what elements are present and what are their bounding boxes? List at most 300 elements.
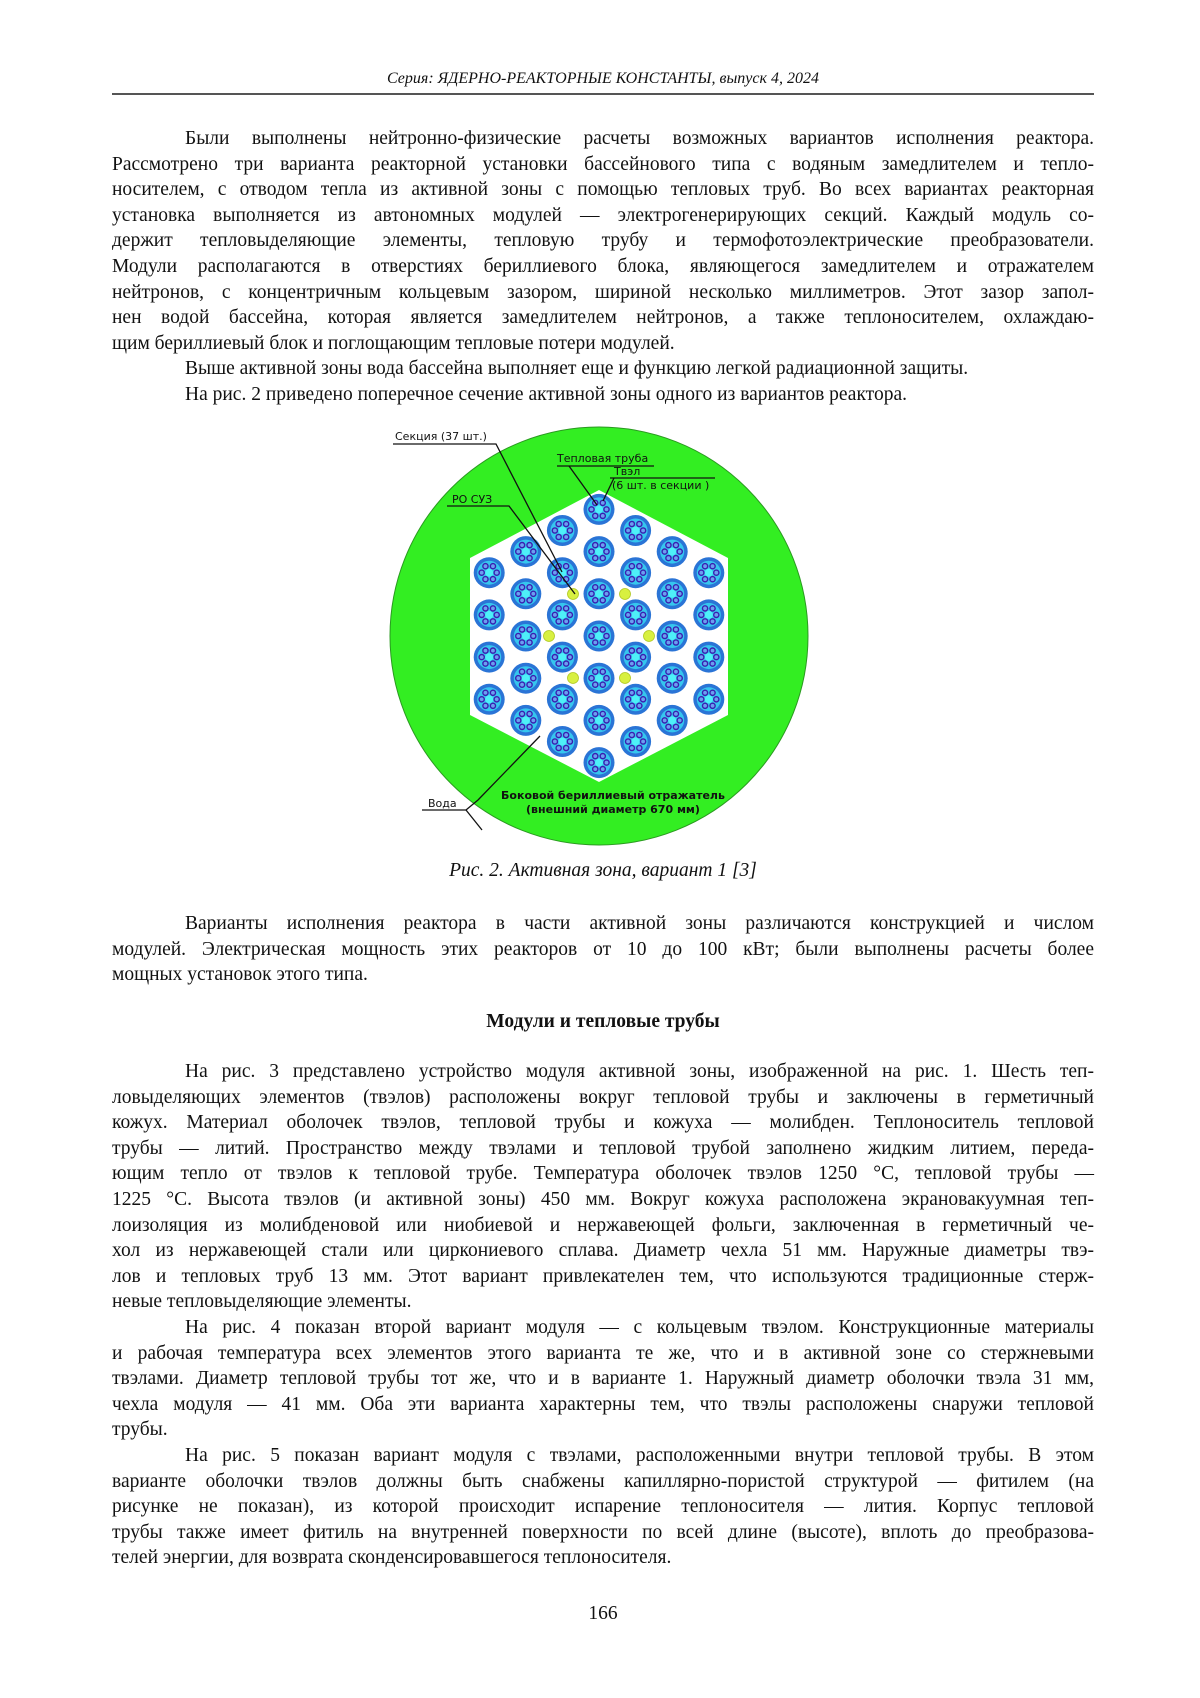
fuel-rod <box>552 697 557 702</box>
fuel-module <box>584 705 615 736</box>
fuel-rod <box>527 585 532 590</box>
fuel-rod <box>593 711 598 716</box>
fuel-rod <box>527 724 532 729</box>
fuel-rod <box>593 640 598 645</box>
fuel-rod <box>666 598 671 603</box>
text-line: трубы. <box>112 1417 1094 1443</box>
fuel-rod <box>673 555 678 560</box>
heat-pipe <box>632 611 640 619</box>
heat-pipe <box>522 590 530 598</box>
fuel-rod <box>677 633 682 638</box>
fuel-rod <box>567 612 572 617</box>
fuel-rod <box>531 591 536 596</box>
heat-pipe <box>668 674 676 682</box>
fuel-module <box>474 599 505 630</box>
label-water: Вода <box>428 797 457 810</box>
fuel-rod <box>494 570 499 575</box>
fuel-rod <box>556 577 561 582</box>
fuel-rod <box>552 570 557 575</box>
control-rod <box>620 589 631 600</box>
fuel-module <box>620 684 651 715</box>
fuel-rod <box>710 690 715 695</box>
fuel-rod <box>564 745 569 750</box>
fuel-rod <box>490 648 495 653</box>
fuel-rod <box>710 648 715 653</box>
fuel-rod <box>702 690 707 695</box>
heat-pipe <box>485 611 493 619</box>
fuel-rod <box>677 549 682 554</box>
fuel-module <box>657 621 688 652</box>
fuel-rod <box>629 661 634 666</box>
heat-pipe <box>668 548 676 556</box>
text-line: модулей. Электрическая мощность этих реакторов от 10 до 100 кВт; были выполнены расчеты более <box>112 937 1094 963</box>
text-line: мощных установок этого типа. <box>112 962 1094 988</box>
text-line: Модули располагаются в отверстиях бериллиевого блока, являющегося замедлителем и отражателем <box>112 254 1094 280</box>
fuel-rod <box>519 640 524 645</box>
fuel-rod <box>556 606 561 611</box>
fuel-rod <box>702 619 707 624</box>
label-reflector: Боковой бериллиевый отражатель <box>501 789 725 802</box>
heat-pipe <box>558 695 566 703</box>
fuel-module <box>620 515 651 546</box>
fuel-rod <box>637 661 642 666</box>
fuel-rod <box>564 521 569 526</box>
fuel-rod <box>593 682 598 687</box>
text-line: щим бериллиевый блок и поглощающим тепловые потери модулей. <box>112 331 1094 357</box>
label-heat-pipe: Тепловая труба <box>556 452 648 465</box>
fuel-rod <box>626 612 631 617</box>
fuel-module <box>474 642 505 673</box>
control-rod <box>620 673 631 684</box>
heat-pipe <box>558 611 566 619</box>
fuel-rod <box>593 627 598 632</box>
fuel-rod <box>556 648 561 653</box>
fuel-rod <box>641 528 646 533</box>
fuel-rod <box>567 655 572 660</box>
text-line: Варианты исполнения реактора в части активной зоны различаются конструкцией и числом <box>112 911 1094 937</box>
fuel-rod <box>637 577 642 582</box>
fuel-rod <box>702 577 707 582</box>
heat-pipe <box>632 695 640 703</box>
fuel-rod <box>637 521 642 526</box>
fuel-rod <box>673 669 678 674</box>
fuel-rod <box>527 640 532 645</box>
heat-pipe <box>632 738 640 746</box>
fuel-rod <box>637 690 642 695</box>
text-line: Были выполнены нейтронно-физические расчеты возможных вариантов исполнения реактора. <box>112 126 1094 152</box>
fuel-rod <box>531 676 536 681</box>
fuel-rod <box>589 591 594 596</box>
fuel-rod <box>556 521 561 526</box>
text-line: На рис. 2 приведено поперечное сечение активной зоны одного из вариантов реактора. <box>112 382 1094 408</box>
fuel-rod <box>641 697 646 702</box>
heat-pipe <box>705 653 713 661</box>
fuel-rod <box>662 591 667 596</box>
fuel-rod <box>666 585 671 590</box>
fuel-rod <box>662 549 667 554</box>
fuel-rod <box>699 655 704 660</box>
fuel-rod <box>702 564 707 569</box>
text-line: носителем, с отводом тепла из активной зоны с помощью тепловых труб. Во всех вариантах реакторная <box>112 177 1094 203</box>
fuel-rod <box>519 585 524 590</box>
fuel-rod <box>593 724 598 729</box>
fuel-rod <box>552 739 557 744</box>
heat-pipe <box>595 632 603 640</box>
fuel-module <box>620 599 651 630</box>
fuel-rod <box>519 598 524 603</box>
fuel-module <box>693 599 724 630</box>
fuel-rod <box>637 703 642 708</box>
fuel-rod <box>710 564 715 569</box>
fuel-rod <box>527 711 532 716</box>
fuel-module <box>693 684 724 715</box>
fuel-rod <box>604 507 609 512</box>
fuel-rod <box>490 564 495 569</box>
fuel-module <box>547 684 578 715</box>
text-line: рисунке не показан), из которой происходит испарение теплоносителя — лития. Корпус тепловой <box>112 1494 1094 1520</box>
fuel-rod <box>710 619 715 624</box>
heat-pipe <box>705 695 713 703</box>
label-reflector-diameter: (внешний диаметр 670 мм) <box>526 803 700 816</box>
fuel-rod <box>604 591 609 596</box>
label-fuel-count: (6 шт. в секции ) <box>612 479 709 492</box>
heat-pipe <box>632 653 640 661</box>
fuel-rod <box>699 612 704 617</box>
fuel-module <box>657 536 688 567</box>
fuel-rod <box>673 682 678 687</box>
fuel-rod <box>629 745 634 750</box>
text-line: На рис. 3 представлено устройство модуля активной зоны, изображенной на рис. 1. Шесть теп- <box>112 1059 1094 1085</box>
fuel-module <box>584 663 615 694</box>
fuel-rod <box>626 528 631 533</box>
fuel-rod <box>600 513 605 518</box>
fuel-module <box>510 705 541 736</box>
fuel-rod <box>483 577 488 582</box>
fuel-module <box>510 578 541 609</box>
heat-pipe <box>558 527 566 535</box>
fuel-rod <box>593 543 598 548</box>
fuel-rod <box>531 549 536 554</box>
fuel-rod <box>490 577 495 582</box>
fuel-module <box>693 557 724 588</box>
fuel-rod <box>637 648 642 653</box>
fuel-module <box>657 578 688 609</box>
control-rod <box>544 631 555 642</box>
fuel-rod <box>490 619 495 624</box>
fuel-rod <box>527 627 532 632</box>
fuel-rod <box>600 598 605 603</box>
text-line: трубы также имеет фитиль на внутренней поверхности по всей длине (высоте), вплоть до преобразова- <box>112 1520 1094 1546</box>
fuel-rod <box>567 697 572 702</box>
text-line: 1225 °C. Высота твэлов (и активной зоны) 450 мм. Вокруг кожуха расположена экрановакуумная теп- <box>112 1187 1094 1213</box>
fuel-rod <box>483 661 488 666</box>
fuel-rod <box>666 669 671 674</box>
fuel-module <box>547 726 578 757</box>
heat-pipe <box>595 590 603 598</box>
text-line: Выше активной зоны вода бассейна выполняет еще и функцию легкой радиационной защиты. <box>112 356 1094 382</box>
text-line: установка выполняется из автономных модулей — электрогенерирующих секций. Каждый модуль со- <box>112 203 1094 229</box>
fuel-rod <box>556 690 561 695</box>
running-header: Серия: ЯДЕРНО-РЕАКТОРНЫЕ КОНСТАНТЫ, выпуск 4, 2024 <box>112 70 1094 88</box>
text-line: хол из нержавеющей стали или циркониевого сплава. Диаметр чехла 51 мм. Наружные диаметры твэ- <box>112 1238 1094 1264</box>
text-line: На рис. 4 показан второй вариант модуля — с кольцевым твэлом. Конструкционные материалы <box>112 1315 1094 1341</box>
heat-pipe <box>485 653 493 661</box>
fuel-rod <box>600 724 605 729</box>
fuel-rod <box>564 619 569 624</box>
fuel-rod <box>519 682 524 687</box>
fuel-module <box>657 705 688 736</box>
heat-pipe <box>668 716 676 724</box>
fuel-rod <box>552 528 557 533</box>
fuel-rod <box>662 633 667 638</box>
fuel-rod <box>641 612 646 617</box>
fuel-rod <box>490 703 495 708</box>
fuel-rod <box>593 555 598 560</box>
heat-pipe <box>595 505 603 513</box>
heat-pipe <box>668 632 676 640</box>
heat-pipe <box>522 674 530 682</box>
text-line: варианте оболочки твэлов должны быть снабжены капиллярно-пористой структурой — фитилем (на <box>112 1469 1094 1495</box>
fuel-rod <box>629 703 634 708</box>
label-section: Секция (37 шт.) <box>395 430 487 443</box>
heat-pipe <box>595 759 603 767</box>
fuel-rod <box>673 598 678 603</box>
fuel-rod <box>604 549 609 554</box>
text-line: телей энергии, для возврата сконденсировавшегося теплоносителя. <box>112 1545 1094 1571</box>
fuel-rod <box>714 612 719 617</box>
section-heading: Модули и тепловые трубы <box>112 1011 1094 1033</box>
fuel-rod <box>527 543 532 548</box>
fuel-module <box>620 642 651 673</box>
fuel-rod <box>483 606 488 611</box>
fuel-rod <box>673 724 678 729</box>
fuel-rod <box>629 577 634 582</box>
fuel-rod <box>567 570 572 575</box>
fuel-rod <box>626 697 631 702</box>
fuel-module <box>547 642 578 673</box>
fuel-rod <box>673 640 678 645</box>
fuel-rod <box>556 703 561 708</box>
fuel-module <box>547 515 578 546</box>
fuel-rod <box>714 655 719 660</box>
fuel-rod <box>483 648 488 653</box>
fuel-rod <box>637 745 642 750</box>
control-rod <box>644 631 655 642</box>
fuel-module <box>474 684 505 715</box>
fuel-rod <box>600 543 605 548</box>
fuel-rod <box>600 766 605 771</box>
fuel-rod <box>519 543 524 548</box>
fuel-rod <box>593 766 598 771</box>
label-fuel: Твэл <box>613 465 640 478</box>
heat-pipe <box>705 569 713 577</box>
fuel-rod <box>673 543 678 548</box>
text-line: твэлами. Диаметр тепловой трубы тот же, что и в варианте 1. Наружный диаметр оболочки твэла 31 мм, <box>112 1366 1094 1392</box>
fuel-rod <box>479 612 484 617</box>
fuel-rod <box>702 661 707 666</box>
fuel-rod <box>600 500 605 505</box>
text-line: трубы — литий. Пространство между твэлами и тепловой трубой заполнено жидким литием, переда- <box>112 1136 1094 1162</box>
fuel-rod <box>629 648 634 653</box>
fuel-rod <box>516 633 521 638</box>
fuel-rod <box>556 619 561 624</box>
fuel-rod <box>519 555 524 560</box>
fuel-rod <box>637 534 642 539</box>
heat-pipe <box>558 738 566 746</box>
fuel-rod <box>600 754 605 759</box>
fuel-rod <box>483 690 488 695</box>
fuel-module <box>584 494 615 525</box>
heat-pipe <box>522 716 530 724</box>
fuel-module <box>474 557 505 588</box>
fuel-rod <box>666 711 671 716</box>
fuel-rod <box>494 697 499 702</box>
fuel-rod <box>552 655 557 660</box>
text-line: ловыделяющих элементов (твэлов) расположены вокруг тепловой трубы и заключены в герметичный <box>112 1085 1094 1111</box>
fuel-rod <box>519 724 524 729</box>
fuel-rod <box>637 564 642 569</box>
fuel-rod <box>564 661 569 666</box>
fuel-rod <box>641 655 646 660</box>
body-text-bottom <box>112 1059 1094 1571</box>
fuel-rod <box>600 640 605 645</box>
page-number: 166 <box>112 1603 1094 1625</box>
fuel-rod <box>556 534 561 539</box>
fuel-rod <box>490 690 495 695</box>
heat-pipe <box>632 569 640 577</box>
fuel-rod <box>626 739 631 744</box>
fuel-rod <box>589 549 594 554</box>
text-line: нен водой бассейна, которая является замедлителем нейтронов, а также теплоносителем, охлаждаю- <box>112 305 1094 331</box>
fuel-rod <box>483 564 488 569</box>
fuel-rod <box>531 718 536 723</box>
control-rod <box>568 589 579 600</box>
fuel-rod <box>702 606 707 611</box>
fuel-rod <box>673 627 678 632</box>
fuel-rod <box>593 754 598 759</box>
fuel-rod <box>629 564 634 569</box>
fuel-rod <box>564 732 569 737</box>
fuel-rod <box>666 555 671 560</box>
fuel-rod <box>666 627 671 632</box>
fuel-rod <box>589 676 594 681</box>
fuel-rod <box>710 606 715 611</box>
fuel-rod <box>626 655 631 660</box>
fuel-module <box>693 642 724 673</box>
fuel-module <box>657 663 688 694</box>
fuel-rod <box>600 711 605 716</box>
fuel-rod <box>494 612 499 617</box>
fuel-module <box>510 536 541 567</box>
fuel-rod <box>699 570 704 575</box>
fuel-module <box>584 536 615 567</box>
text-line: держит тепловыделяющие элементы, тепловую трубу и термофотоэлектрические преобразователи. <box>112 228 1094 254</box>
label-control: РО СУЗ <box>452 493 492 506</box>
fuel-rod <box>666 640 671 645</box>
fuel-rod <box>629 606 634 611</box>
text-line: лоизоляция из молибденовой или ниобиевой и нержавеющей фольги, заключенная в герметичный че- <box>112 1213 1094 1239</box>
fuel-rod <box>516 676 521 681</box>
heat-pipe <box>632 527 640 535</box>
heat-pipe <box>485 569 493 577</box>
fuel-rod <box>702 703 707 708</box>
fuel-rod <box>483 703 488 708</box>
fuel-rod <box>516 591 521 596</box>
heat-pipe <box>595 548 603 556</box>
fuel-rod <box>677 676 682 681</box>
heat-pipe <box>595 716 603 724</box>
fuel-rod <box>637 619 642 624</box>
fuel-rod <box>519 627 524 632</box>
fuel-rod <box>564 703 569 708</box>
heat-pipe <box>668 590 676 598</box>
fuel-rod <box>666 724 671 729</box>
fuel-rod <box>479 655 484 660</box>
fuel-rod <box>589 718 594 723</box>
fuel-rod <box>637 732 642 737</box>
fuel-rod <box>641 570 646 575</box>
fuel-rod <box>677 591 682 596</box>
fuel-module <box>584 747 615 778</box>
fuel-rod <box>593 669 598 674</box>
fuel-rod <box>666 543 671 548</box>
fuel-rod <box>593 585 598 590</box>
fuel-rod <box>556 732 561 737</box>
fuel-rod <box>714 697 719 702</box>
fuel-rod <box>699 697 704 702</box>
fuel-rod <box>714 570 719 575</box>
fuel-rod <box>556 745 561 750</box>
heat-pipe <box>558 653 566 661</box>
fuel-rod <box>666 682 671 687</box>
fuel-rod <box>564 534 569 539</box>
text-line: Рассмотрено три варианта реакторной установки бассейнового типа с водяным замедлителем и тепло- <box>112 152 1094 178</box>
fuel-module <box>510 663 541 694</box>
fuel-rod <box>673 585 678 590</box>
fuel-rod <box>629 534 634 539</box>
body-text-after-figure <box>112 911 1094 988</box>
fuel-rod <box>593 513 598 518</box>
fuel-rod <box>600 585 605 590</box>
fuel-module <box>510 621 541 652</box>
fuel-rod <box>589 507 594 512</box>
fuel-rod <box>564 606 569 611</box>
fuel-rod <box>710 661 715 666</box>
fuel-rod <box>629 521 634 526</box>
fuel-rod <box>600 555 605 560</box>
fuel-rod <box>490 606 495 611</box>
fuel-rod <box>567 528 572 533</box>
text-line: На рис. 5 показан вариант модуля с твэлами, расположенными внутри тепловой трубы. В этом <box>112 1443 1094 1469</box>
fuel-module <box>547 599 578 630</box>
fuel-rod <box>600 627 605 632</box>
fuel-rod <box>629 690 634 695</box>
fuel-rod <box>600 682 605 687</box>
fuel-rod <box>527 598 532 603</box>
fuel-rod <box>516 549 521 554</box>
fuel-rod <box>527 555 532 560</box>
fuel-module <box>620 557 651 588</box>
fuel-rod <box>710 703 715 708</box>
fuel-rod <box>483 619 488 624</box>
fuel-rod <box>593 598 598 603</box>
heat-pipe <box>595 674 603 682</box>
text-line: ющим тепло от твэлов к тепловой трубе. Температура оболочек твэлов 1250 °C, тепловой трубы — <box>112 1161 1094 1187</box>
fuel-rod <box>527 669 532 674</box>
fuel-rod <box>662 718 667 723</box>
fuel-rod <box>600 669 605 674</box>
fuel-module <box>584 621 615 652</box>
